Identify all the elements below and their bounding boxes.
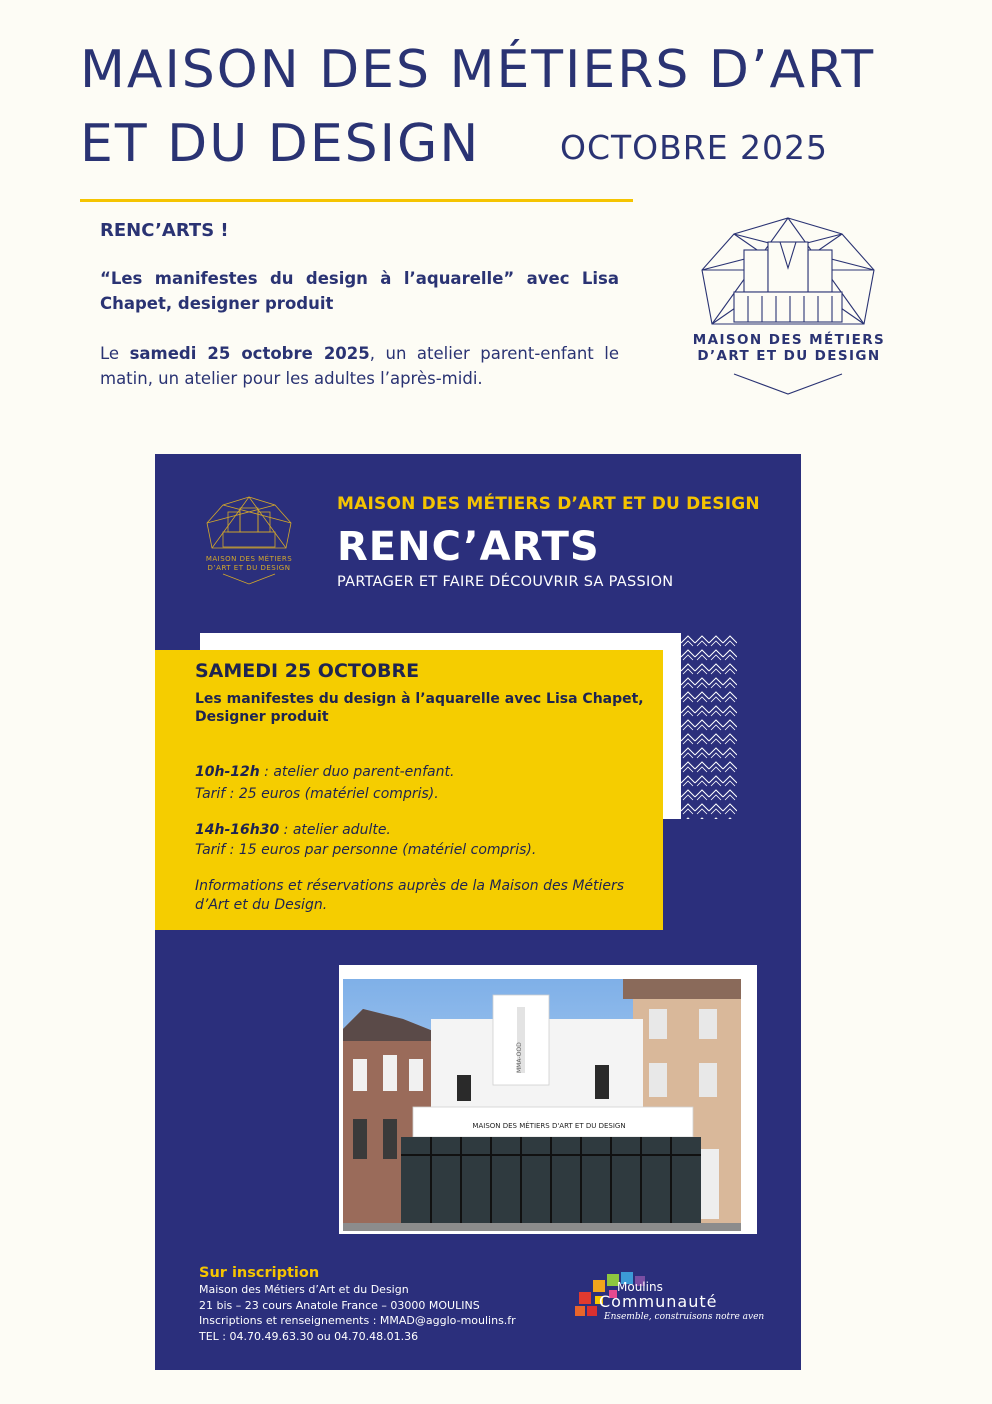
- page-title-line1: MAISON DES MÉTIERS D’ART: [80, 40, 876, 100]
- event-quote: “Les manifestes du design à l’aquarelle” avec Lisa Chapet, designer produit: [100, 269, 619, 313]
- footer-line1: Maison des Métiers d’Art et du Design: [199, 1283, 409, 1296]
- slot2-price: Tarif : 15 euros par personne (matériel compris).: [195, 842, 537, 858]
- partner-tagline: Ensemble, construisons notre aven: [604, 1312, 765, 1322]
- footer-line4: TEL : 04.70.49.63.30 ou 04.70.48.01.36: [199, 1329, 419, 1343]
- page-title-line2: ET DU DESIGN: [80, 114, 481, 174]
- desc-suffix: , un atelier parent-enfant le matin, un atelier pour les adultes l’après-midi.: [100, 344, 619, 388]
- logo-line2: D’ART ET DU DESIGN: [697, 348, 881, 364]
- poster-logo-icon: [201, 494, 297, 586]
- partner-word2: Communauté: [599, 1292, 718, 1311]
- slot2-desc: : atelier adulte.: [279, 822, 391, 838]
- event-title: [195, 690, 655, 726]
- logo-wordmark: [682, 332, 896, 364]
- desc-date: samedi 25 octobre 2025: [129, 344, 370, 363]
- footer-line2: 21 bis – 23 cours Anatole France – 03000 MOULINS: [199, 1298, 480, 1312]
- slot1-desc: : atelier duo parent-enfant.: [259, 764, 455, 780]
- event-title-line2: Designer produit: [195, 709, 329, 725]
- slot1-price: Tarif : 25 euros (matériel compris).: [195, 786, 439, 802]
- poster-footer: [199, 1264, 516, 1344]
- poster-org: MAISON DES MÉTIERS D’ART ET DU DESIGN: [337, 494, 760, 514]
- building-photo: [343, 979, 741, 1231]
- section-heading: RENC’ARTS !: [100, 220, 229, 241]
- info-line2: d’Art et du Design.: [195, 897, 328, 913]
- title-divider: [80, 199, 633, 202]
- event-date: SAMEDI 25 OCTOBRE: [195, 660, 420, 682]
- poster-logo-line2: D’ART ET DU DESIGN: [207, 563, 291, 572]
- building-vertical-text: MMA-OOD: [516, 1042, 523, 1073]
- slot2-time: 14h-16h30: [195, 822, 280, 838]
- geometric-pattern-icon: [681, 633, 737, 819]
- issue-month: OCTOBRE 2025: [560, 128, 829, 167]
- poster-logo-line1: MAISON DES MÉTIERS: [205, 555, 293, 563]
- event-title-line1: Les manifestes du design à l’aquarelle avec Lisa Chapet,: [195, 691, 644, 707]
- event-poster: [155, 454, 801, 1370]
- slot2: [195, 821, 657, 841]
- desc-prefix: Le: [100, 344, 130, 363]
- partner-word1: Moulins: [617, 1280, 663, 1294]
- event-details-box: [155, 650, 663, 930]
- slot1: [195, 763, 657, 783]
- building-sign-text: MAISON DES MÉTIERS D'ART ET DU DESIGN: [472, 1122, 626, 1130]
- footer-line3: Inscriptions et renseignements : MMAD@agglo-moulins.fr: [199, 1314, 516, 1327]
- logo-line1: MAISON DES MÉTIERS: [692, 332, 886, 348]
- mmad-logo-icon: [688, 212, 888, 398]
- poster-logo-wordmark: [195, 555, 303, 572]
- footer-heading: Sur inscription: [199, 1265, 320, 1281]
- slot1-time: 10h-12h: [195, 764, 260, 780]
- poster-title: RENC’ARTS: [337, 524, 600, 570]
- poster-subtitle: PARTAGER ET FAIRE DÉCOUVRIR SA PASSION: [337, 574, 674, 590]
- info-line1: Informations et réservations auprès de la Maison des Métiers: [195, 878, 625, 894]
- event-description: [100, 341, 619, 391]
